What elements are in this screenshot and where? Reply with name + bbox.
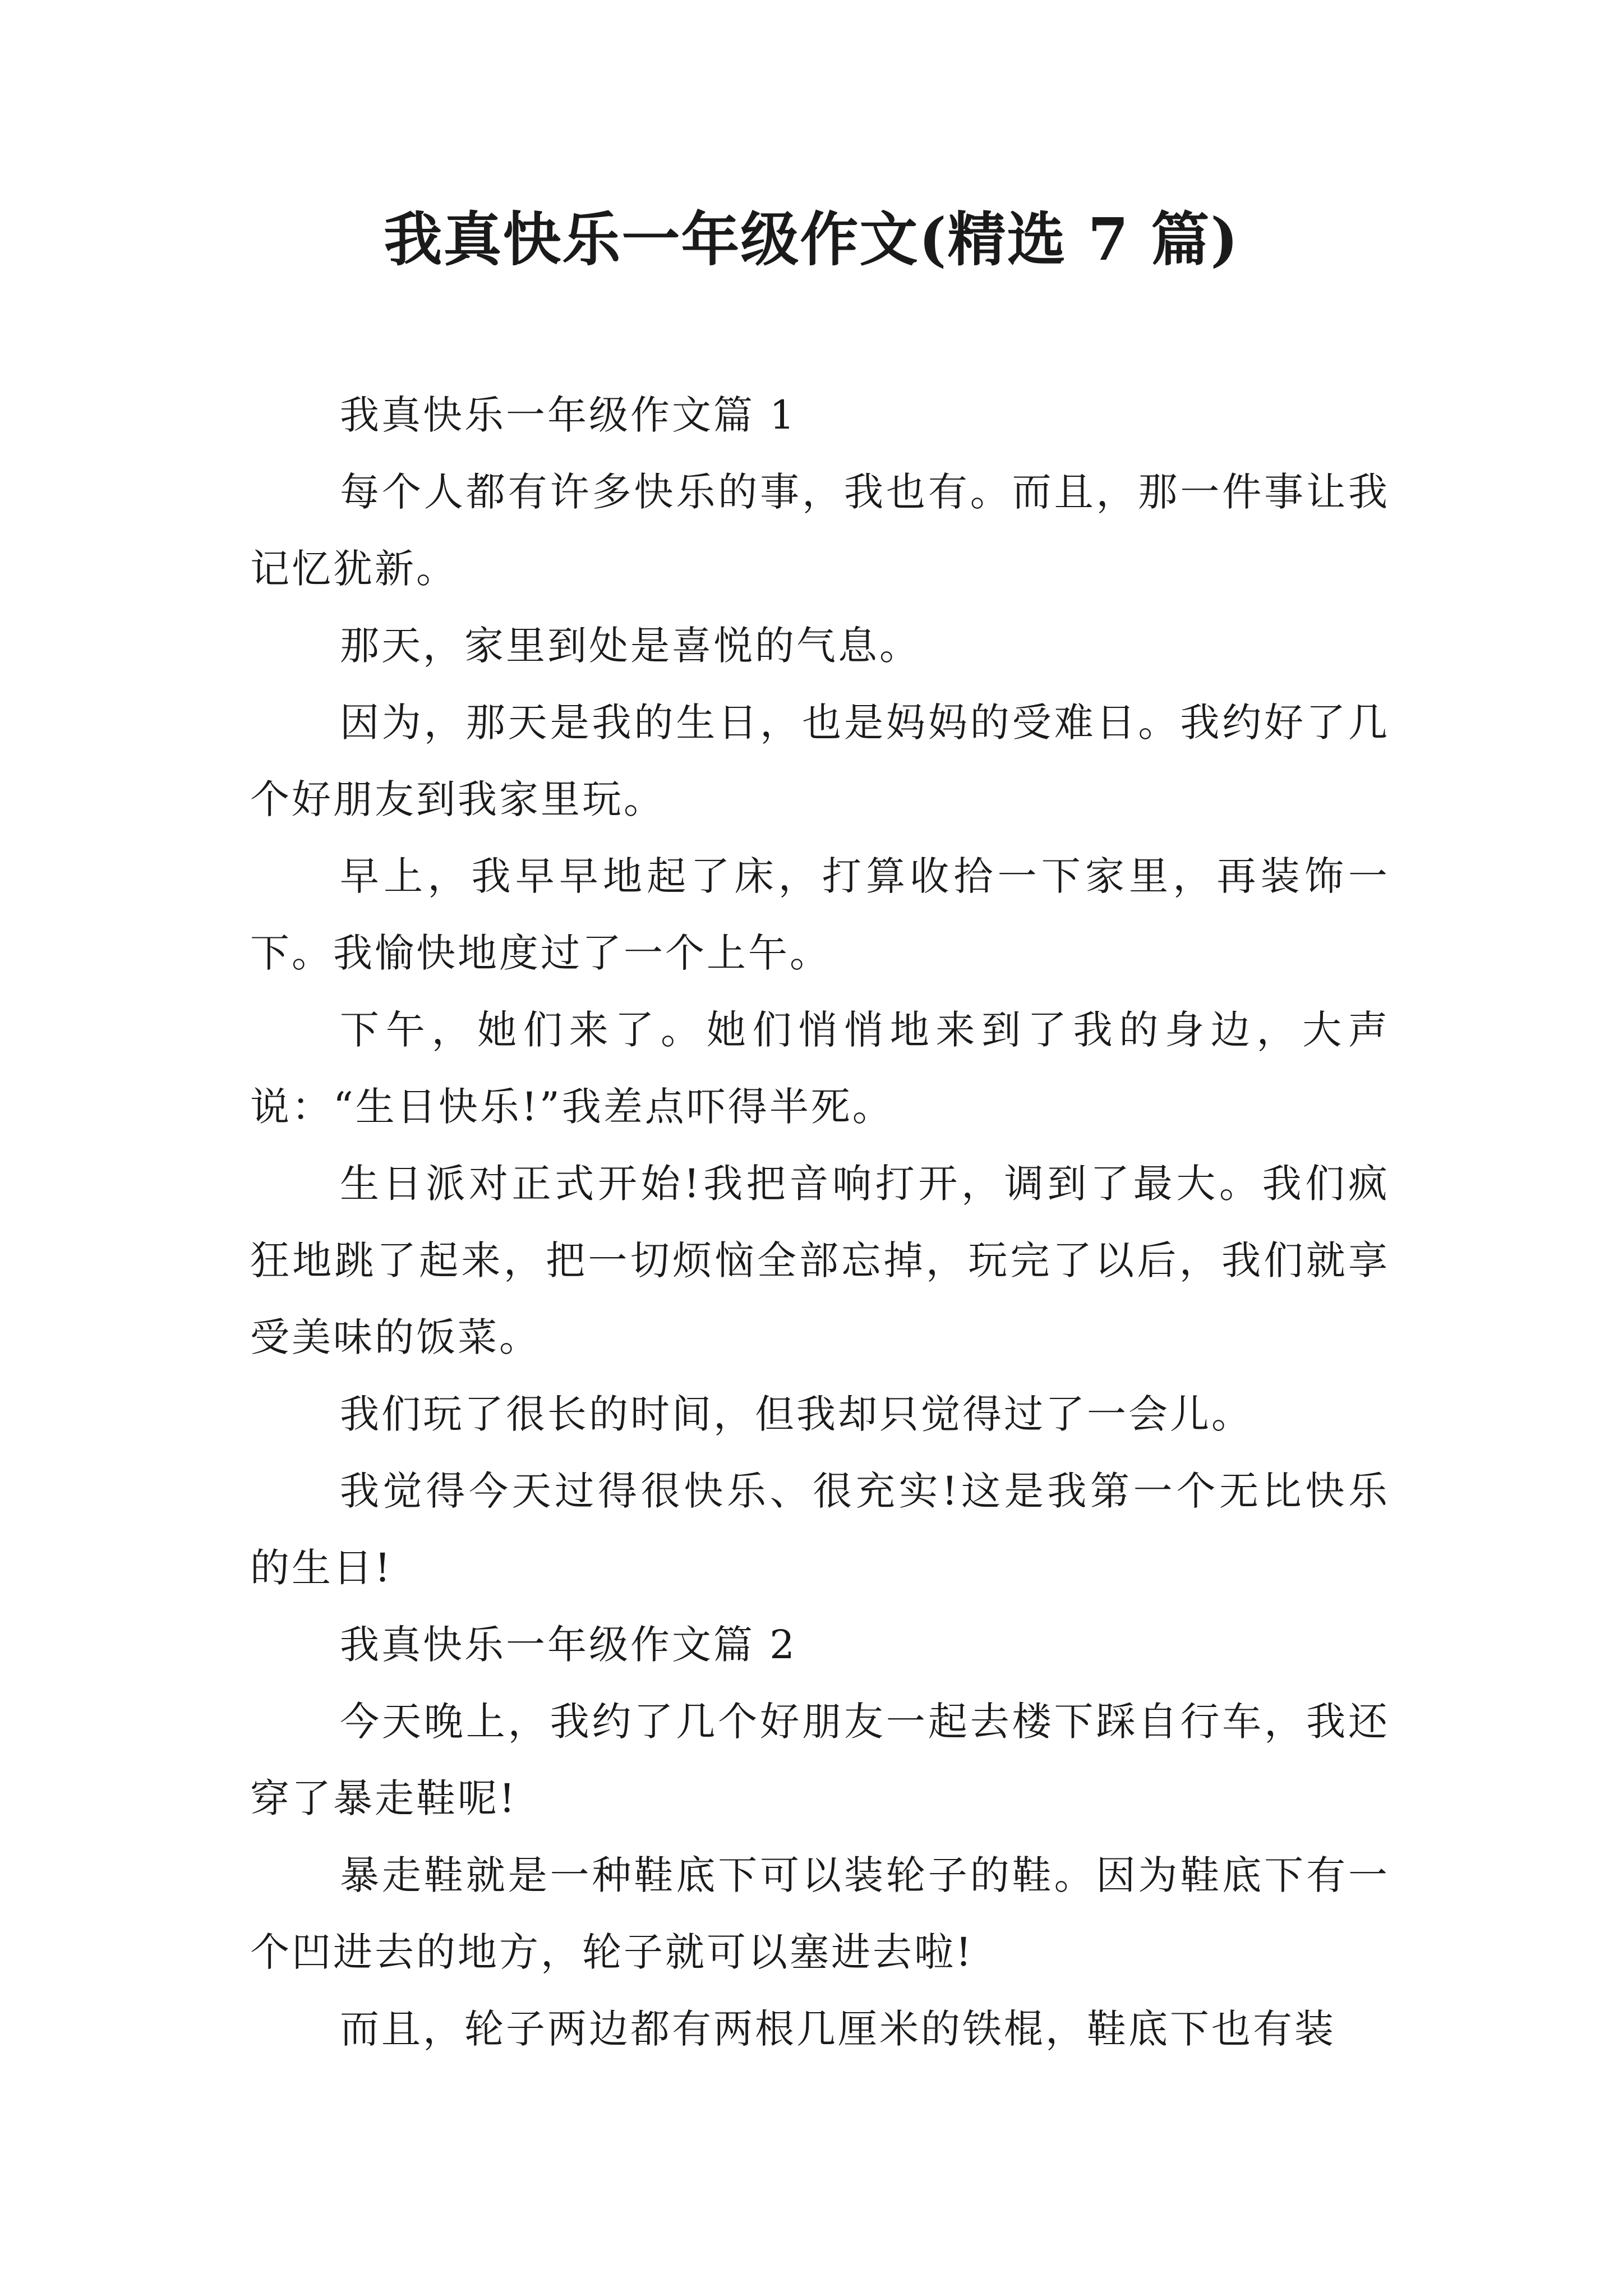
paragraph: 今天晚上，我约了几个好朋友一起去楼下踩自行车，我还穿了暴走鞋呢! — [250, 1699, 1390, 1821]
paragraph: 我们玩了很长的时间，但我却只觉得过了一会儿。 — [340, 1391, 1253, 1437]
section-heading: 我真快乐一年级作文篇 2 — [340, 1622, 797, 1668]
paragraph: 下午，她们来了。她们悄悄地来到了我的身边，大声说：“生日快乐!”我差点吓得半死。 — [250, 1007, 1390, 1130]
paragraph: 那天，家里到处是喜悦的气息。 — [340, 623, 921, 669]
paragraph: 我觉得今天过得很快乐、很充实!这是我第一个无比快乐的生日! — [250, 1468, 1390, 1591]
document-title: 我真快乐一年级作文(精选 7 篇) — [384, 205, 1239, 274]
section-heading: 我真快乐一年级作文篇 1 — [340, 392, 797, 438]
paragraph: 每个人都有许多快乐的事，我也有。而且，那一件事让我记忆犹新。 — [250, 469, 1390, 592]
paragraph: 暴走鞋就是一种鞋底下可以装轮子的鞋。因为鞋底下有一个凹进去的地方，轮子就可以塞进去啦! — [250, 1852, 1390, 1975]
document-body — [250, 377, 1390, 2068]
paragraph: 生日派对正式开始!我把音响打开，调到了最大。我们疯狂地跳了起来，把一切烦恼全部忘掉，玩完了以后，我们就享受美味的饭菜。 — [250, 1161, 1390, 1360]
paragraph: 而且，轮子两边都有两根几厘米的铁棍，鞋底下也有装 — [340, 2006, 1336, 2052]
paragraph: 因为，那天是我的生日，也是妈妈的受难日。我约好了几个好朋友到我家里玩。 — [250, 700, 1390, 822]
paragraph: 早上，我早早地起了床，打算收拾一下家里，再装饰一下。我愉快地度过了一个上午。 — [250, 853, 1390, 976]
